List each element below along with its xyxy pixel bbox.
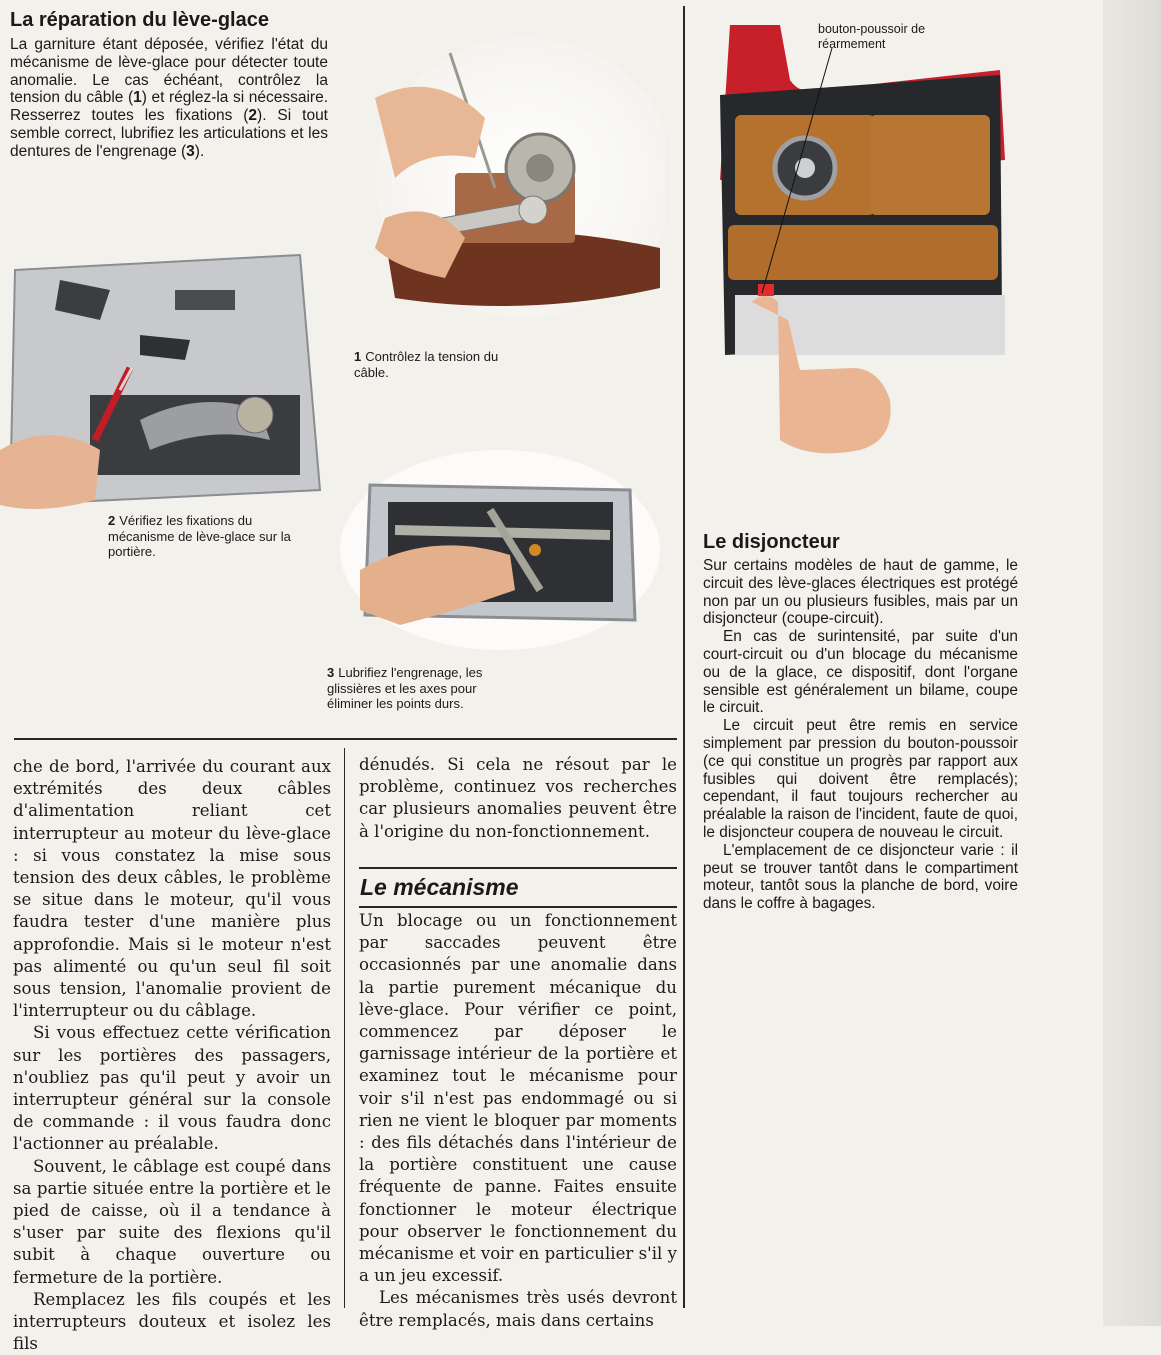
breaker-paragraph-4: L'emplacement de ce disjoncteur varie : il peut se trouver tantôt dans le compartiment moteur, tantôt sous la planche de bord, voire dans le coffre à bagages. (703, 841, 1018, 913)
column-2-paragraph-2: Les mécanismes très usés devront être remplacés, mais dans certains (359, 1288, 677, 1330)
illustration-cable-tension (375, 38, 665, 318)
horizontal-rule (14, 738, 677, 740)
column-1 (13, 756, 331, 1355)
column-divider (683, 6, 685, 1308)
illustration-door-fixings (0, 250, 335, 520)
column-gutter (344, 748, 345, 1308)
column-2-body (359, 910, 677, 1332)
column-1-paragraph-4: Remplacez les fils coupés et les interrupteurs douteux et isolez les fils (13, 1289, 331, 1354)
column-2 (359, 754, 677, 843)
column-1-paragraph-1: che de bord, l'arrivée du courant aux extrémités des deux câbles d'alimentation reliant cet interrupteur au moteur du lève-glace : si vous constatez la mise sous tension des deux câbles, le problème se situe dans le moteur, qu'il vous faudra tester d'une manière plus approfondie. Mais si le moteur n'est pas alimenté ou qu'un seul fil soit sous tension, l'anomalie provient de l'interrupteur ou du câblage. (13, 757, 331, 1021)
repair-title: La réparation du lève-glace (10, 9, 269, 31)
caption-1: 1 Contrôlez la tension du câble. (354, 349, 499, 380)
breaker-section (703, 530, 1018, 913)
figure-label: bouton-poussoir de réarmement (818, 22, 926, 51)
heading-rule-top (359, 867, 677, 869)
mechanism-heading: Le mécanisme (360, 874, 519, 900)
repair-text: La garniture étant déposée, vérifiez l'état du mécanisme de lève-glace pour détecter toute anomalie. Le cas échéant, contrôlez la tension du câble (1) et réglez-la si nécessaire. Resserrez toutes les fixations (2). Si tout semble correct, lubrifiez les articulations et les dentures de l'engrenage (3). (10, 36, 329, 160)
breaker-title: Le disjoncteur (703, 531, 840, 553)
illustration-circuit-breaker (710, 20, 1010, 475)
caption-3: 3 Lubrifiez l'engrenage, les glissières et les axes pour éliminer les points durs. (327, 665, 483, 711)
column-2-intro: dénudés. Si cela ne résout par le problème, continuez vos recherches car plusieurs anomalies peuvent être à l'origine du non-fonctionnement. (359, 755, 677, 841)
breaker-paragraph-2: En cas de surintensité, par suite d'un court-circuit ou d'un blocage du mécanisme ou de la glace, ce dispositif, dont l'organe sensible est généralement un bilame, coupe le circuit. (703, 628, 1018, 717)
column-1-paragraph-2: Si vous effectuez cette vérification sur les portières des passagers, n'oubliez pas qu'il peut y avoir un interrupteur général sur la console de commande : il vous faudra donc l'actionner au préalable. (13, 1023, 331, 1154)
mechanism-heading-block (360, 872, 678, 902)
label-pointer-line (750, 48, 840, 298)
page-edge-shadow (1103, 0, 1161, 1326)
illustration-lubrication (340, 450, 660, 655)
heading-rule-bottom (359, 906, 677, 908)
breaker-paragraph-3: Le circuit peut être remis en service simplement par pression du bouton-poussoir (ce qui constitue un progrès par rapport aux fusibles qui doivent être remplacés); cependant, il faut toujours rechercher au préalable la raison de l'incident, faute de quoi, le disjoncteur coupera de nouveau le circuit. (703, 717, 1018, 841)
column-1-paragraph-3: Souvent, le câblage est coupé dans sa partie située entre la portière et le pied de caisse, où il a tendance à s'user par suite des flexions qu'il subit à chaque ouverture ou fermeture de la portière. (13, 1156, 331, 1287)
column-2-paragraph-1: Un blocage ou un fonctionnement par saccades peuvent être occasionnés par une anomalie dans la partie purement mécanique du lève-glace. Pour vérifier ce point, commencez par déposer le garnissage intérieur de la portière et examinez tout le mécanisme pour voir s'il n'est pas endommagé ou si rien ne vient le bloquer par moments : des fils détachés dans l'intérieur de la portière constituent une cause fréquente de panne. Faites ensuite fonctionner le moteur électrique pour observer le fonctionnement du mécanisme et voir en particulier s'il y a un jeu excessif. (359, 911, 677, 1286)
repair-section (10, 8, 328, 161)
breaker-paragraph-1: Sur certains modèles de haut de gamme, le circuit des lève-glaces électriques est protégé non par un ou plusieurs fusibles, mais par un disjoncteur (coupe-circuit). (703, 557, 1018, 628)
caption-2: 2 Vérifiez les fixations du mécanisme de lève-glace sur la portière. (108, 513, 291, 559)
